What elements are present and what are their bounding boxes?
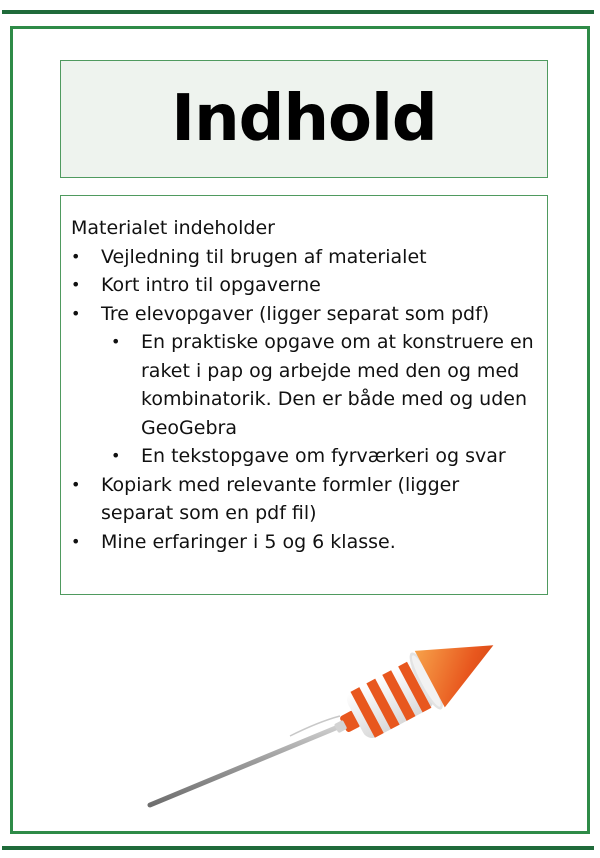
- page-title: Indhold: [171, 82, 437, 156]
- content-box: [60, 195, 548, 595]
- sub-list-item: [71, 328, 537, 442]
- rocket-icon: [140, 620, 520, 820]
- list-item: [71, 300, 537, 471]
- bullet-icon: •: [71, 275, 81, 294]
- list-item-text: Vejledning til brugen af materialet: [101, 245, 427, 268]
- content-list: [71, 243, 537, 557]
- bullet-icon: •: [71, 246, 81, 266]
- list-item: [71, 243, 537, 272]
- list-item: [71, 271, 537, 300]
- bullet-icon: •: [71, 531, 81, 551]
- sub-list-item-text: En praktiske opgave om at konstruere en raket i pap og arbejde med den og med kombinatorik. Den er både med og uden GeoGebra: [141, 331, 534, 439]
- list-item: [71, 528, 537, 557]
- sub-list-item: [71, 442, 537, 471]
- title-box: [60, 60, 548, 178]
- bullet-icon: •: [71, 474, 81, 494]
- sub-list-item-text: En tekstopgave om fyrværkeri og svar: [141, 445, 506, 467]
- list-item-text: Tre elevopgaver (ligger separat som pdf): [101, 302, 490, 325]
- list-item: [71, 471, 537, 528]
- list-item-text: Kort intro til opgaverne: [101, 274, 321, 296]
- bullet-icon: •: [71, 303, 81, 323]
- list-item-text: Mine erfaringer i 5 og 6 klasse.: [101, 530, 396, 553]
- intro-text: Materialet indeholder: [71, 217, 275, 239]
- sub-list: [71, 328, 537, 471]
- bullet-icon: •: [111, 446, 121, 465]
- bullet-icon: •: [111, 332, 121, 351]
- list-item-text: Kopiark med relevante formler (ligger separat som en pdf fil): [101, 473, 460, 524]
